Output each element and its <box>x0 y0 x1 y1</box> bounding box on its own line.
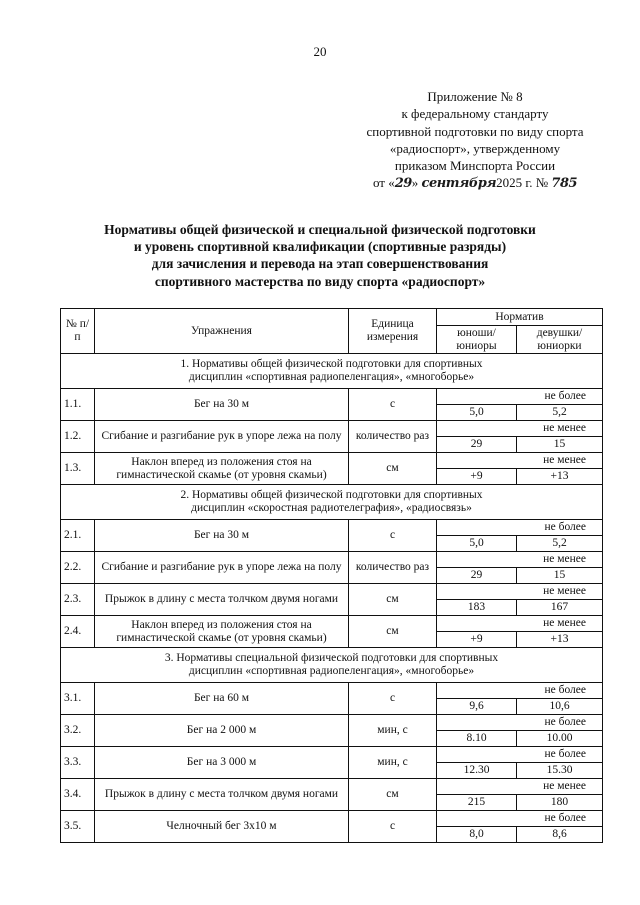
boys-value: 9,6 <box>437 699 517 715</box>
title-line-2: и уровень спортивной квалификации (спортивные разряды) <box>133 239 507 255</box>
girls-value: 15 <box>517 437 603 453</box>
girls-value: 5,2 <box>517 405 603 421</box>
appendix-date-line <box>340 174 610 192</box>
section-title <box>61 485 603 520</box>
unit-cell: см <box>349 453 437 485</box>
title-line-1: Нормативы общей физической и специальной физической подготовки <box>104 222 536 237</box>
exercise-cell: Бег на 3 000 м <box>95 747 349 779</box>
row-number: 2.4. <box>61 616 95 648</box>
appendix-line-4: «радиоспорт», утвержденному <box>389 140 561 156</box>
exercise-cell: Бег на 60 м <box>95 683 349 715</box>
row-number: 1.2. <box>61 421 95 453</box>
header-num: № п/п <box>61 309 95 354</box>
girls-value: 15.30 <box>517 763 603 779</box>
header-girls: девушки/ юниорки <box>517 326 603 354</box>
boys-value: 183 <box>437 600 517 616</box>
unit-cell: количество раз <box>349 552 437 584</box>
boys-value: 5,0 <box>437 536 517 552</box>
row-number: 3.1. <box>61 683 95 715</box>
unit-cell: мин, с <box>349 715 437 747</box>
unit-cell: с <box>349 811 437 843</box>
header-exercise: Упражнения <box>95 309 349 354</box>
girls-value: 8,6 <box>517 827 603 843</box>
norm-condition: не более <box>437 747 603 763</box>
section-title <box>61 354 603 389</box>
unit-cell: см <box>349 779 437 811</box>
girls-value: 180 <box>517 795 603 811</box>
date-month-handwritten: сентября <box>421 176 497 192</box>
section-header-row <box>61 485 603 520</box>
girls-value: 10,6 <box>517 699 603 715</box>
row-number: 3.5. <box>61 811 95 843</box>
unit-cell: с <box>349 683 437 715</box>
row-number: 3.4. <box>61 779 95 811</box>
section-title-line: дисциплин «спортивная радиопеленгация», «многоборье» <box>188 665 475 677</box>
header-norm: Норматив <box>437 309 603 326</box>
order-number-handwritten: 785 <box>551 176 578 192</box>
exercise-cell: Прыжок в длину с места толчком двумя ногами <box>95 584 349 616</box>
exercise-cell: Челночный бег 3х10 м <box>95 811 349 843</box>
date-mid: » <box>411 175 419 191</box>
norm-condition: не менее <box>437 453 603 469</box>
exercise-cell: Бег на 30 м <box>95 520 349 552</box>
exercise-cell: Прыжок в длину с места толчком двумя ногами <box>95 779 349 811</box>
document-title <box>60 221 580 290</box>
norm-condition: не более <box>437 520 603 536</box>
date-year: 2025 г. № <box>496 175 549 191</box>
girls-value: 167 <box>517 600 603 616</box>
row-number: 2.3. <box>61 584 95 616</box>
norm-condition: не более <box>437 389 603 405</box>
page-number: 20 <box>313 44 327 59</box>
girls-value: 15 <box>517 568 603 584</box>
unit-cell: мин, с <box>349 747 437 779</box>
table-row <box>61 715 603 731</box>
section-title-line: 1. Нормативы общей физической подготовки для спортивных <box>180 358 483 370</box>
norm-condition: не более <box>437 683 603 699</box>
row-number: 1.3. <box>61 453 95 485</box>
exercise-cell: Наклон вперед из положения стоя на гимнастической скамье (от уровня скамьи) <box>95 453 349 485</box>
table-row <box>61 453 603 469</box>
norm-condition: не менее <box>437 779 603 795</box>
norm-condition: не менее <box>437 616 603 632</box>
boys-value: 8.10 <box>437 731 517 747</box>
table-row <box>61 520 603 536</box>
boys-value: +9 <box>437 469 517 485</box>
boys-value: 12.30 <box>437 763 517 779</box>
section-header-row <box>61 354 603 389</box>
boys-value: 29 <box>437 437 517 453</box>
table-row <box>61 552 603 568</box>
section-header-row <box>61 648 603 683</box>
unit-cell: см <box>349 584 437 616</box>
date-prefix: от « <box>372 175 395 191</box>
table-row <box>61 584 603 600</box>
section-title-line: дисциплин «скоростная радиотелеграфия», «радиосвязь» <box>191 502 472 514</box>
norm-condition: не менее <box>437 584 603 600</box>
norm-condition: не более <box>437 811 603 827</box>
boys-value: 5,0 <box>437 405 517 421</box>
table-row <box>61 683 603 699</box>
table-row <box>61 779 603 795</box>
row-number: 3.3. <box>61 747 95 779</box>
girls-value: +13 <box>517 632 603 648</box>
appendix-line-3: спортивной подготовки по виду спорта <box>366 123 584 139</box>
boys-value: 29 <box>437 568 517 584</box>
row-number: 2.2. <box>61 552 95 584</box>
section-title-line: 3. Нормативы специальной физической подготовки для спортивных <box>164 652 499 664</box>
unit-cell: см <box>349 616 437 648</box>
table-row <box>61 389 603 405</box>
norm-condition: не менее <box>437 421 603 437</box>
appendix-line-1: Приложение № 8 <box>427 89 523 104</box>
boys-value: 8,0 <box>437 827 517 843</box>
section-title <box>61 648 603 683</box>
girls-value: 5,2 <box>517 536 603 552</box>
appendix-block <box>340 88 610 193</box>
header-unit: Единица измерения <box>349 309 437 354</box>
section-title-line: 2. Нормативы общей физической подготовки для спортивных <box>180 489 483 501</box>
table-row <box>61 616 603 632</box>
girls-value: +13 <box>517 469 603 485</box>
girls-value: 10.00 <box>517 731 603 747</box>
table-row <box>61 811 603 827</box>
exercise-cell: Бег на 2 000 м <box>95 715 349 747</box>
row-number: 2.1. <box>61 520 95 552</box>
section-title-line: дисциплин «спортивная радиопеленгация», «многоборье» <box>188 371 475 383</box>
norms-table <box>60 308 603 843</box>
norm-condition: не более <box>437 715 603 731</box>
header-boys: юноши/ юниоры <box>437 326 517 354</box>
table-row <box>61 421 603 437</box>
appendix-line-5: приказом Минспорта России <box>394 158 556 174</box>
date-day-handwritten: 29 <box>394 176 412 192</box>
row-number: 1.1. <box>61 389 95 421</box>
exercise-cell: Наклон вперед из положения стоя на гимнастической скамье (от уровня скамьи) <box>95 616 349 648</box>
table-body <box>61 354 603 843</box>
boys-value: +9 <box>437 632 517 648</box>
norm-condition: не менее <box>437 552 603 568</box>
exercise-cell: Бег на 30 м <box>95 389 349 421</box>
exercise-cell: Сгибание и разгибание рук в упоре лежа на полу <box>95 421 349 453</box>
unit-cell: с <box>349 520 437 552</box>
title-line-4: спортивного мастерства по виду спорта «радиоспорт» <box>154 273 486 289</box>
exercise-cell: Сгибание и разгибание рук в упоре лежа на полу <box>95 552 349 584</box>
title-line-3: для зачисления и перевода на этап совершенствования <box>151 256 489 272</box>
unit-cell: с <box>349 389 437 421</box>
table-row <box>61 747 603 763</box>
boys-value: 215 <box>437 795 517 811</box>
row-number: 3.2. <box>61 715 95 747</box>
unit-cell: количество раз <box>349 421 437 453</box>
appendix-line-2: к федеральному стандарту <box>401 106 549 122</box>
